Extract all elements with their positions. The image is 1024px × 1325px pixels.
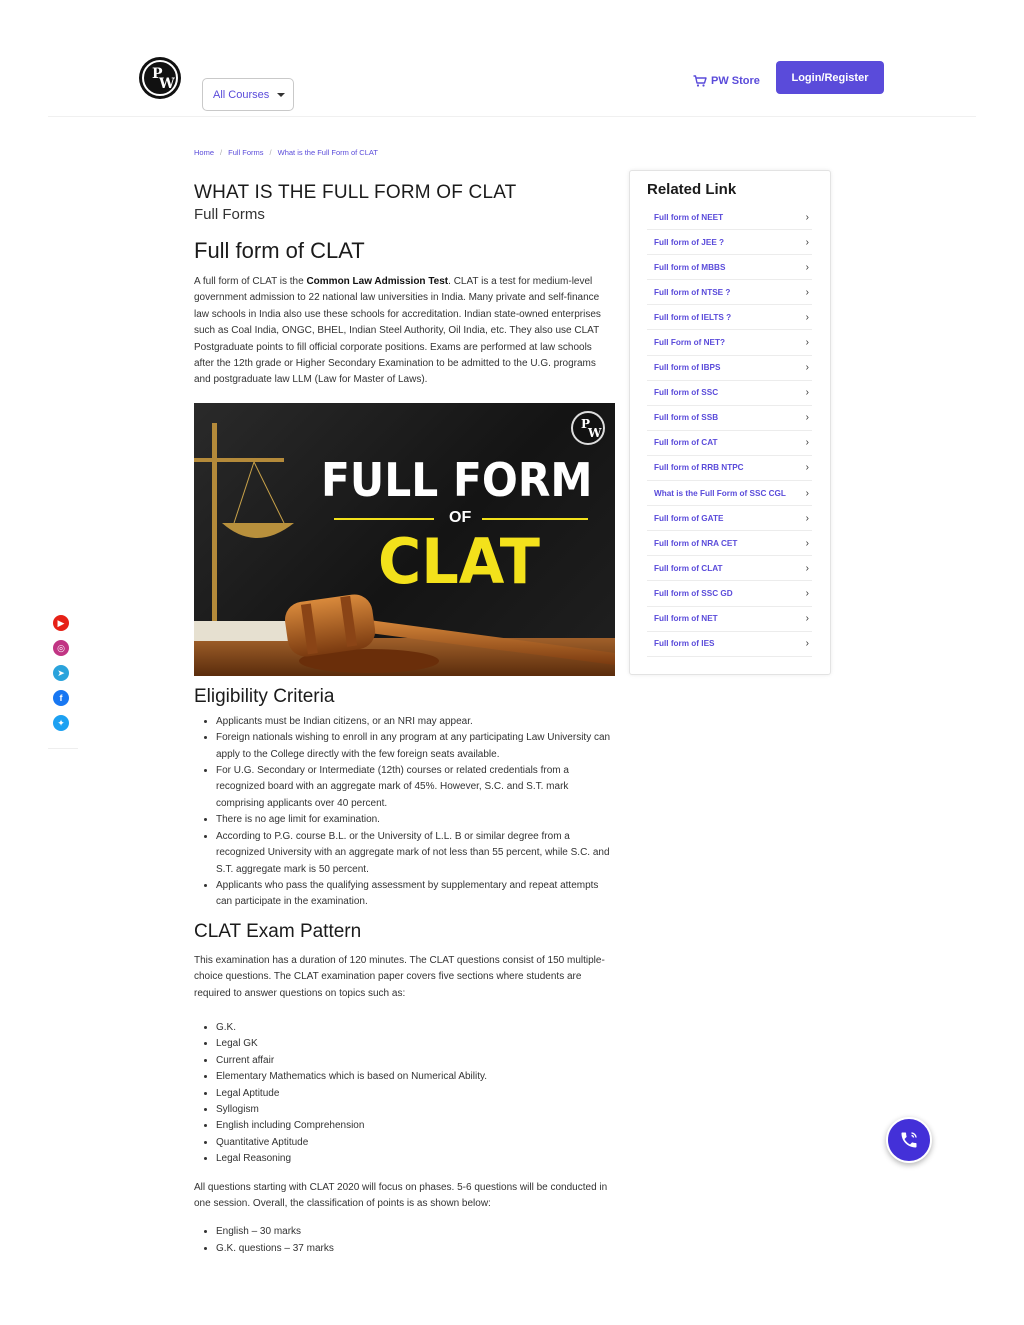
breadcrumb xyxy=(194,148,378,157)
related-link-item[interactable] xyxy=(647,255,812,280)
list-item: • Legal GK xyxy=(216,1036,614,1052)
related-link-label: Full form of MBBS xyxy=(654,262,726,272)
related-link-label: Full form of IELTS ? xyxy=(654,312,732,322)
article-heading: Full form of CLAT xyxy=(194,238,365,263)
chevron-right-icon: › xyxy=(805,537,809,549)
related-link-item[interactable] xyxy=(647,305,812,330)
phases-paragraph: All questions starting with CLAT 2020 will focus on phases. 5-6 questions will be conducted in one session. Overall, the classification of points is as shown below: xyxy=(194,1181,608,1209)
eligibility-heading: Eligibility Criteria xyxy=(194,685,335,707)
chevron-right-icon: › xyxy=(805,387,809,399)
related-link-label: Full form of SSC GD xyxy=(654,588,733,598)
related-link-label: Full form of CLAT xyxy=(654,563,723,573)
chevron-right-icon: › xyxy=(805,311,809,323)
phone-icon xyxy=(899,1130,919,1150)
login-register-button[interactable]: Login/Register xyxy=(776,61,884,94)
related-links-title: Related Link xyxy=(647,181,737,198)
list-item: • Quantitative Aptitude xyxy=(216,1135,614,1151)
chevron-right-icon: › xyxy=(805,261,809,273)
marks-list xyxy=(194,1224,614,1257)
related-link-item[interactable] xyxy=(647,607,812,632)
related-link-item[interactable] xyxy=(647,381,812,406)
list-item: • Current affair xyxy=(216,1053,614,1069)
list-item: • Legal Aptitude xyxy=(216,1086,614,1102)
chevron-right-icon: › xyxy=(805,362,809,374)
hero-title-full-form: FULL FORM xyxy=(321,452,593,507)
social-divider xyxy=(48,748,78,749)
page-subtitle: Full Forms xyxy=(194,206,265,223)
chevron-right-icon: › xyxy=(805,211,809,223)
related-link-item[interactable] xyxy=(647,205,812,230)
related-link-label: What is the Full Form of SSC CGL xyxy=(654,488,786,498)
list-item: • Foreign nationals wishing to enroll in any program at any participating Law University can apply to the College directly with the few foreign seats available. xyxy=(216,730,614,763)
chevron-right-icon: › xyxy=(805,638,809,650)
list-item: • G.K. xyxy=(216,1020,614,1036)
list-item: • According to P.G. course B.L. or the University of L.L. B or similar degree from a recognized University with an aggregate mark of not less than 55 percent, while S.C. and S.T. aggregate mark is 50 percent. xyxy=(216,829,614,878)
chevron-right-icon: › xyxy=(805,562,809,574)
all-courses-dropdown[interactable] xyxy=(202,78,294,111)
hero-title-of: OF xyxy=(449,508,472,526)
related-link-item[interactable] xyxy=(647,280,812,305)
article xyxy=(194,182,614,1257)
intro-paragraph xyxy=(194,274,614,389)
list-item: • G.K. questions – 37 marks xyxy=(216,1241,614,1257)
breadcrumb-current[interactable]: What is the Full Form of CLAT xyxy=(277,148,378,157)
pw-store-label: PW Store xyxy=(711,75,760,87)
list-item: • English including Comprehension xyxy=(216,1118,614,1134)
chevron-right-icon: › xyxy=(805,286,809,298)
pw-store-link[interactable] xyxy=(693,73,760,89)
hero-logo-letter-w: W xyxy=(588,425,602,440)
list-item: • Legal Reasoning xyxy=(216,1151,614,1167)
hero-title-clat: CLAT xyxy=(378,524,540,598)
exam-pattern-paragraph: This examination has a duration of 120 minutes. The CLAT questions consist of 150 multiple-choice questions. The CLAT examination paper covers five sections where students are required to answer questions on topics such as: xyxy=(194,954,605,999)
call-button[interactable] xyxy=(886,1117,932,1163)
hero-divider-left xyxy=(334,518,434,520)
youtube-icon[interactable]: ▶ xyxy=(53,615,69,631)
hero-pw-logo xyxy=(571,411,605,445)
related-link-item[interactable] xyxy=(647,456,812,481)
chevron-right-icon: › xyxy=(805,487,809,499)
related-link-label: Full form of NEET xyxy=(654,212,724,222)
chevron-right-icon: › xyxy=(805,412,809,424)
list-item: • There is no age limit for examination. xyxy=(216,812,614,828)
related-link-label: Full Form of NET? xyxy=(654,338,725,348)
breadcrumb-separator: / xyxy=(269,148,272,157)
chevron-right-icon: › xyxy=(805,437,809,449)
logo-letter-w: W xyxy=(159,76,175,92)
cart-icon xyxy=(693,75,707,87)
topics-list xyxy=(194,1020,614,1168)
related-link-label: Full form of IBPS xyxy=(654,363,721,373)
header-divider xyxy=(48,116,976,117)
exam-pattern-heading: CLAT Exam Pattern xyxy=(194,920,362,942)
related-link-label: Full form of NTSE ? xyxy=(654,287,731,297)
list-item: • Elementary Mathematics which is based on Numerical Ability. xyxy=(216,1069,614,1085)
related-link-item[interactable] xyxy=(647,230,812,255)
related-link-label: Full form of SSC xyxy=(654,388,719,398)
related-link-label: Full form of SSB xyxy=(654,413,719,423)
eligibility-list xyxy=(194,714,614,911)
related-link-label: Full form of CAT xyxy=(654,438,718,448)
related-links-list xyxy=(647,205,812,657)
hero-logo-letter-p: P xyxy=(581,416,591,431)
twitter-icon[interactable]: ✦ xyxy=(53,715,69,731)
related-link-label: Full form of NRA CET xyxy=(654,538,738,548)
chevron-right-icon: › xyxy=(805,512,809,524)
breadcrumb-separator: / xyxy=(220,148,223,157)
instagram-icon[interactable]: ◎ xyxy=(53,640,69,656)
logo-letter-p: P xyxy=(152,66,163,82)
chevron-right-icon: › xyxy=(805,462,809,474)
related-link-label: Full form of GATE xyxy=(654,513,724,523)
related-link-label: Full form of RRB NTPC xyxy=(654,463,744,473)
list-item: • Applicants who pass the qualifying assessment by supplementary and repeat attempts can participate in the examination. xyxy=(216,878,614,911)
intro-bold-text: Common Law Admission Test xyxy=(306,276,449,287)
related-link-item[interactable] xyxy=(647,581,812,606)
intro-text-end: . CLAT is a test for medium-level government admission to 22 national law universities in India. Many private and self-finance law schools in India also use these schools for accreditation. Indian state-owned enterprises such as Coal India, ONGC, BHEL, Indian Steel Authority, Oil India, etc. They also use CLAT Postgraduate points to fill official corporate positions. Exams are performed at law schools after the 12th grade or Higher Secondary Examination to be admitted to the U.G. programs and postgraduate law LLM (Law for Master of Laws). xyxy=(194,276,601,386)
pw-logo-mark xyxy=(142,60,178,96)
facebook-icon[interactable]: f xyxy=(53,690,69,706)
related-link-item[interactable] xyxy=(647,531,812,556)
related-link-item[interactable] xyxy=(647,431,812,456)
related-link-label: Full form of IES xyxy=(654,639,715,649)
related-link-item[interactable] xyxy=(647,330,812,355)
related-link-label: Full form of JEE ? xyxy=(654,237,725,247)
chevron-right-icon: › xyxy=(805,236,809,248)
related-link-item[interactable] xyxy=(647,356,812,381)
related-link-item[interactable] xyxy=(647,632,812,657)
list-item: • Syllogism xyxy=(216,1102,614,1118)
breadcrumb-full-forms[interactable]: Full Forms xyxy=(228,148,264,157)
page-title: WHAT IS THE FULL FORM OF CLAT xyxy=(194,182,517,203)
caret-down-icon xyxy=(277,93,285,97)
pw-logo[interactable] xyxy=(139,57,181,99)
list-item: • English – 30 marks xyxy=(216,1224,614,1240)
related-links-panel xyxy=(629,170,831,675)
hero-image xyxy=(194,403,615,676)
social-links xyxy=(53,615,71,740)
chevron-right-icon: › xyxy=(805,613,809,625)
list-item: • For U.G. Secondary or Intermediate (12th) courses or related credentials from a recognized board with an aggregate mark of 45%. However, S.C. and S.T. mark comprising applicants over 40 percent. xyxy=(216,763,614,812)
related-link-item[interactable] xyxy=(647,506,812,531)
telegram-icon[interactable]: ➤ xyxy=(53,665,69,681)
related-link-item[interactable] xyxy=(647,481,812,506)
chevron-right-icon: › xyxy=(805,587,809,599)
breadcrumb-home[interactable]: Home xyxy=(194,148,215,157)
related-link-item[interactable] xyxy=(647,556,812,581)
list-item: • Applicants must be Indian citizens, or an NRI may appear. xyxy=(216,714,614,730)
related-link-item[interactable] xyxy=(647,406,812,431)
related-link-label: Full form of NET xyxy=(654,614,718,624)
all-courses-label: All Courses xyxy=(213,88,270,101)
chevron-right-icon: › xyxy=(805,337,809,349)
intro-text-start: A full form of CLAT is the xyxy=(194,276,307,287)
hero-divider-right xyxy=(482,518,588,520)
